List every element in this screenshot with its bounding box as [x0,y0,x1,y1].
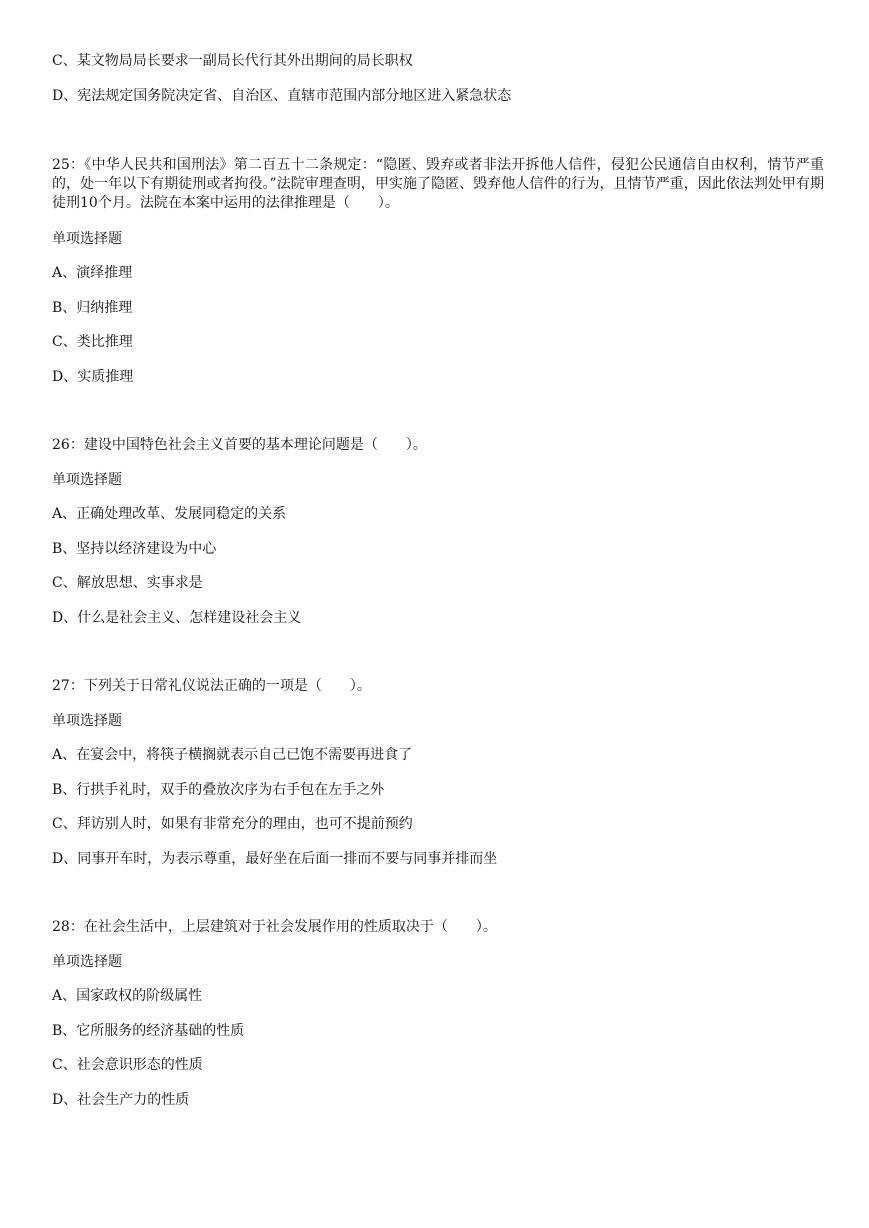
question-28-type: 单项选择题 [52,954,122,970]
question-25-option-b: B、归纳推理 [52,300,133,316]
question-26-option-c: C、解放思想、实事求是 [52,575,203,591]
question-27-option-b: B、行拱手礼时，双手的叠放次序为右手包在左手之外 [52,782,385,798]
question-25-option-a: A、演绎推理 [52,265,133,281]
option-prev-d: D、宪法规定国务院决定省、自治区、直辖市范围内部分地区进入紧急状态 [52,88,512,104]
question-25-type: 单项选择题 [52,231,122,247]
question-27-type: 单项选择题 [52,713,122,729]
question-25-option-d: D、实质推理 [52,369,134,385]
question-28-option-c: C、社会意识形态的性质 [52,1057,203,1073]
question-27-option-c: C、拜访别人时，如果有非常充分的理由，也可不提前预约 [52,816,413,832]
question-27-option-d: D、同事开车时，为表示尊重，最好坐在后面一排而不要与同事并排而坐 [52,851,498,867]
question-27-stem: 27：下列关于日常礼仪说法正确的一项是（ ）。 [52,678,371,694]
question-26-stem: 26：建设中国特色社会主义首要的基本理论问题是（ ）。 [52,437,427,453]
question-26-option-a: A、正确处理改革、发展同稳定的关系 [52,506,287,522]
question-25-stem: 25：《中华人民共和国刑法》第二百五十二条规定：“隐匿、毁弃或者非法开拆他人信件，侵犯公民通信自由权利，情节严重的，处一年以下有期徒刑或者拘役。”法院审理查明，甲实施了隐匿、毁弃他人信件的行为，且情节严重，因此依法判处甲有期徒刑10个月。法院在本案中运用的法律推理是（ ）。 [52,157,824,211]
question-28-option-a: A、国家政权的阶级属性 [52,988,203,1004]
question-26-type: 单项选择题 [52,472,122,488]
question-28-stem: 28：在社会生活中，上层建筑对于社会发展作用的性质取决于（ ）。 [52,919,497,935]
question-26-option-d: D、什么是社会主义、怎样建设社会主义 [52,610,302,626]
question-27-option-a: A、在宴会中，将筷子横搁就表示自己已饱不需要再进食了 [52,747,413,763]
option-prev-c: C、某文物局局长要求一副局长代行其外出期间的局长职权 [52,53,413,69]
question-25-option-c: C、类比推理 [52,334,133,350]
question-26-option-b: B、坚持以经济建设为中心 [52,541,217,557]
question-28-option-d: D、社会生产力的性质 [52,1092,190,1108]
question-28-option-b: B、它所服务的经济基础的性质 [52,1023,245,1039]
